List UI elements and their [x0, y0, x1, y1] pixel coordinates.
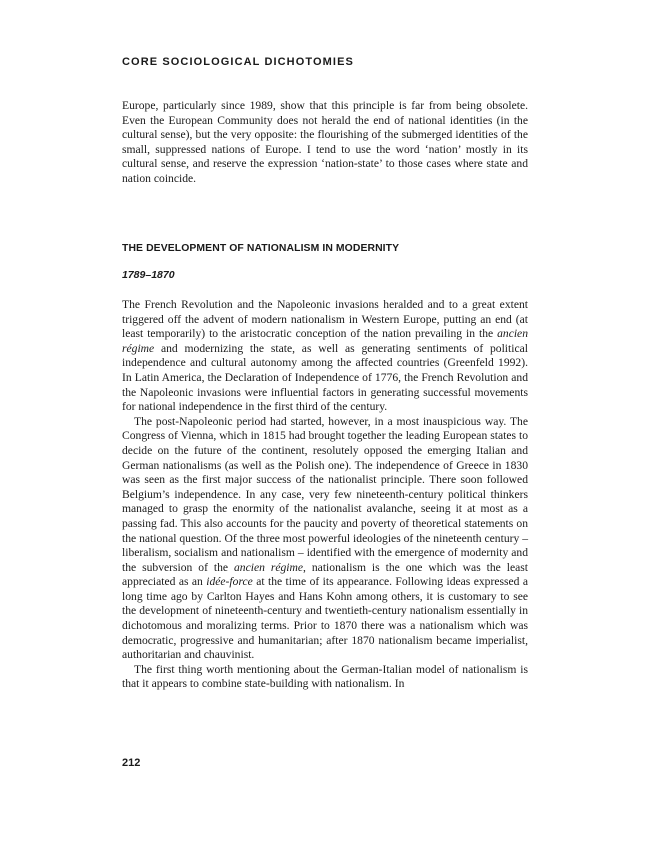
- text-run: , nationalism is the one which was the least appreciated as an: [122, 560, 528, 589]
- italic-term: ancien régime: [122, 327, 528, 355]
- italic-term: idée-force: [206, 575, 253, 589]
- italic-term: ancien régime: [234, 560, 304, 574]
- body-paragraph-2: [122, 415, 528, 663]
- running-head: CORE SOCIOLOGICAL DICHOTOMIES: [122, 56, 354, 68]
- text-run: and modernizing the state, as well as generating sentiments of political independence and cultural autonomy among the affected countries (Greenfeld 1992). In Latin America, the Declaration of Independence of 1776, the French Revolution and the Napoleonic invasions were influential factors in generating successful movements for national independence in the first third of the century.: [122, 341, 528, 414]
- body-text: [122, 298, 528, 692]
- page-number: 212: [122, 757, 141, 769]
- period-subheading: 1789–1870: [122, 269, 175, 281]
- intro-paragraph: Europe, particularly since 1989, show that this principle is far from being obsolete. Even the European Community does not herald the end of national identities (in the cultural sense), but the very opposite: the flourishing of the submerged identities of the small, suppressed nations of Europe. I tend to use the word ‘nation’ mostly in its cultural sense, and reserve the expression ‘nation-state’ to those cases where state and nation coincide.: [122, 99, 528, 185]
- intro-paragraph-block: [122, 99, 528, 187]
- text-run: at the time of its appearance. Following ideas expressed a long time ago by Carlton Hayes and Hans Kohn among others, it is customary to see the development of nineteenth-century and twentieth-century nationalism essentially in dichotomous and moralizing terms. Prior to 1870 there was a nationalism which was democratic, progressive and humanitarian; after 1870 nationalism became imperialist, authoritarian and chauvinist.: [122, 575, 528, 662]
- section-heading: THE DEVELOPMENT OF NATIONALISM IN MODERNITY: [122, 243, 400, 254]
- text-run: The post-Napoleonic period had started, however, in a most inauspicious way. The Congress of Vienna, which in 1815 had brought together the leading European states to decide on the future of the continent, resolutely opposed the emerging Italian and German nationalisms (as well as the Polish one). The independence of Greece in 1830 was seen as the first major success of the nationalist principle. There soon followed Belgium’s independence. In any case, very few nineteenth-century political thinkers managed to grasp the enormity of the nationalist avalanche, seeing it at most as a passing fad. This also accounts for the paucity and poverty of theoretical statements on the national question. Of the three most powerful ideologies of the nineteenth century – liberalism, socialism and nationalism – identified with the emergence of modernity and the subversion of the: [122, 414, 528, 574]
- body-paragraph-1: [122, 298, 528, 415]
- text-run: The French Revolution and the Napoleonic invasions heralded and to a great extent triggered off the advent of modern nationalism in Western Europe, putting an end (at least temporarily) to the aristocratic conception of the nation prevailing in the: [122, 298, 528, 341]
- body-paragraph-3: The first thing worth mentioning about the German-Italian model of nationalism is that it appears to combine state-building with nationalism. In: [122, 662, 528, 691]
